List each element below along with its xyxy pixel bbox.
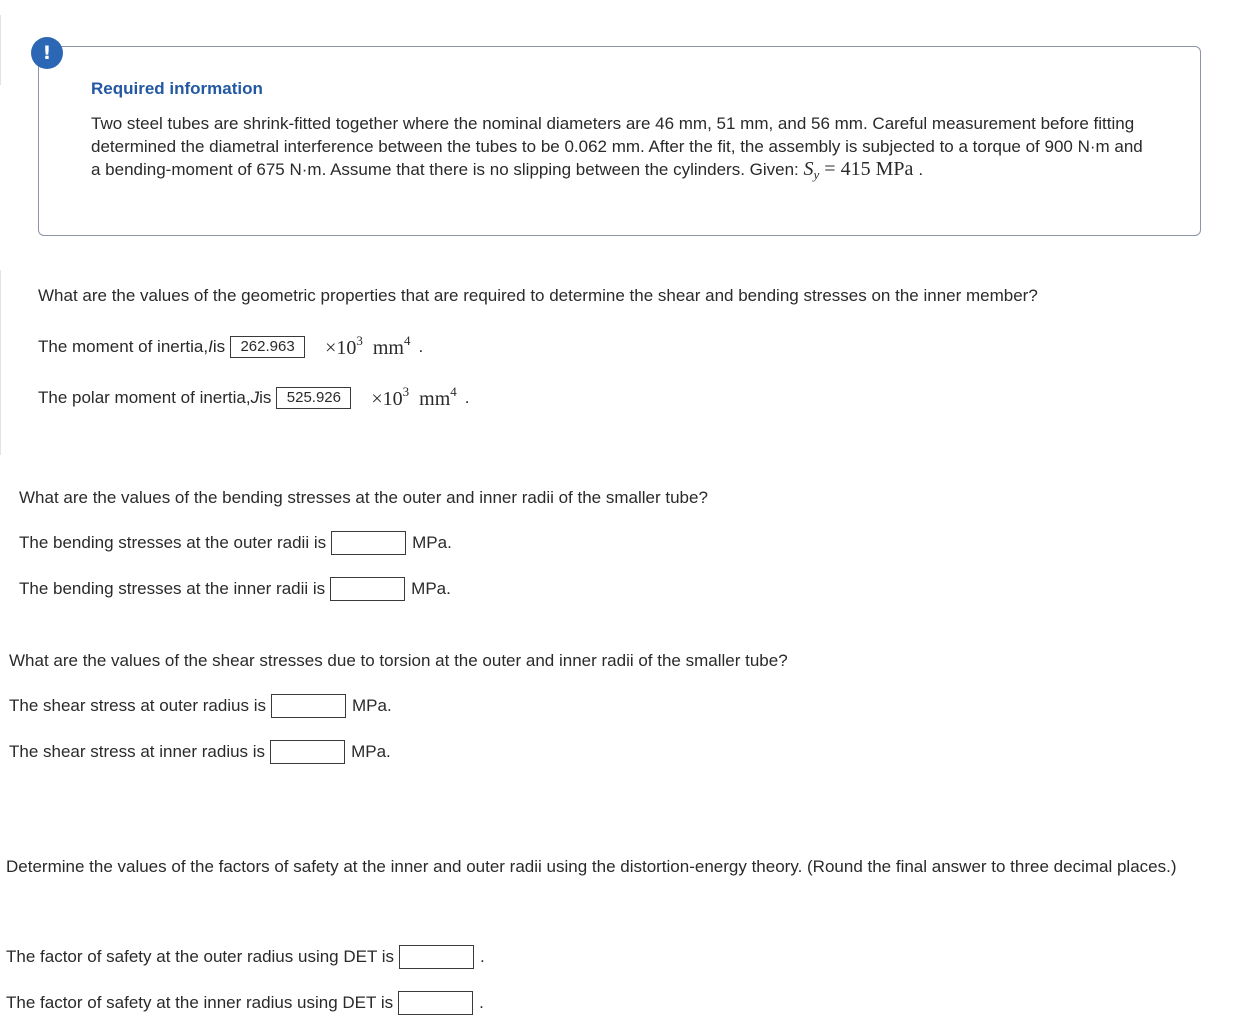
polar-moment-input[interactable]: 525.926 bbox=[276, 387, 351, 409]
bending-outer-input[interactable] bbox=[331, 531, 406, 555]
unit-mm-exp: 4 bbox=[450, 384, 457, 399]
polar-unit bbox=[371, 384, 456, 411]
given-formula bbox=[804, 158, 919, 180]
fos-inner-end: . bbox=[479, 993, 484, 1012]
unit-exp: 3 bbox=[356, 333, 363, 348]
question-bending-stresses: What are the values of the bending stresses at the outer and inner radii of the smaller tube? bbox=[19, 488, 708, 507]
shear-outer-input[interactable] bbox=[271, 694, 346, 718]
unit-times: ×10 bbox=[371, 388, 403, 410]
fos-outer-row bbox=[6, 945, 485, 969]
question-factor-of-safety: Determine the values of the factors of safety at the inner and outer radii using the distortion-energy theory. (Round the final answer to three decimal places.) bbox=[6, 857, 1177, 876]
bending-inner-row bbox=[19, 577, 451, 601]
shear-inner-row bbox=[9, 740, 391, 764]
bending-outer-row bbox=[19, 531, 452, 555]
inertia-period: . bbox=[418, 336, 424, 356]
info-title: Required information bbox=[91, 79, 263, 98]
shear-inner-input[interactable] bbox=[270, 740, 345, 764]
polar-period: . bbox=[464, 387, 470, 407]
bending-inner-label: The bending stresses at the inner radii is bbox=[19, 579, 326, 598]
unit-exp: 3 bbox=[402, 384, 410, 399]
bending-inner-unit: MPa. bbox=[411, 579, 451, 598]
moment-of-inertia-row bbox=[38, 333, 423, 360]
inertia-suffix: is bbox=[212, 336, 226, 356]
polar-prefix: The polar moment of inertia, bbox=[38, 387, 251, 407]
info-text: Two steel tubes are shrink-fitted together where the nominal diameters are 46 mm, 51 mm, and 56 mm. Careful measurement before fitting determined the diametral interference between the tubes to be 0.062 mm. After the fit, the assembly is subjected to a torque of 900 N·m and a bending-moment of 675 N·m. Assume that there is no slipping between the cylinders. Given: bbox=[91, 114, 1143, 179]
bending-inner-input[interactable] bbox=[330, 577, 405, 601]
inertia-symbol: I bbox=[208, 336, 213, 356]
unit-times: ×10 bbox=[325, 337, 357, 359]
given-value: = 415 MPa bbox=[824, 158, 914, 180]
shear-outer-unit: MPa. bbox=[352, 696, 392, 715]
fos-inner-input[interactable] bbox=[398, 991, 473, 1015]
left-divider bbox=[0, 15, 1, 85]
fos-outer-end: . bbox=[480, 947, 485, 966]
question-geometric-properties: What are the values of the geometric properties that are required to determine the shear and bending stresses on the inner member? bbox=[38, 286, 1038, 305]
fos-outer-label: The factor of safety at the outer radius using DET is bbox=[6, 947, 395, 966]
unit-mm: mm bbox=[419, 388, 451, 410]
polar-symbol: J bbox=[250, 387, 260, 407]
unit-mm: mm bbox=[372, 337, 404, 359]
fos-inner-row bbox=[6, 991, 484, 1015]
fos-outer-input[interactable] bbox=[399, 945, 474, 969]
given-subscript: y bbox=[813, 167, 820, 182]
info-body bbox=[91, 113, 1151, 187]
shear-inner-unit: MPa. bbox=[351, 742, 391, 761]
given-symbol: S bbox=[803, 158, 814, 180]
unit-mm-exp: 4 bbox=[404, 333, 411, 348]
inertia-prefix: The moment of inertia, bbox=[38, 336, 209, 356]
bending-outer-label: The bending stresses at the outer radii is bbox=[19, 533, 327, 552]
exclamation-icon: ! bbox=[31, 37, 63, 69]
bending-outer-unit: MPa. bbox=[412, 533, 452, 552]
polar-moment-row bbox=[38, 384, 470, 411]
inertia-unit bbox=[325, 333, 410, 360]
shear-inner-label: The shear stress at inner radius is bbox=[9, 742, 266, 761]
polar-suffix: is bbox=[259, 387, 272, 407]
left-divider bbox=[0, 270, 1, 455]
fos-inner-label: The factor of safety at the inner radius using DET is bbox=[6, 993, 394, 1012]
moment-of-inertia-input[interactable]: 262.963 bbox=[230, 336, 305, 358]
shear-outer-row bbox=[9, 694, 392, 718]
shear-outer-label: The shear stress at outer radius is bbox=[9, 696, 267, 715]
given-end: . bbox=[918, 160, 924, 179]
question-shear-stresses: What are the values of the shear stresses due to torsion at the outer and inner radii of the smaller tube? bbox=[9, 651, 788, 670]
